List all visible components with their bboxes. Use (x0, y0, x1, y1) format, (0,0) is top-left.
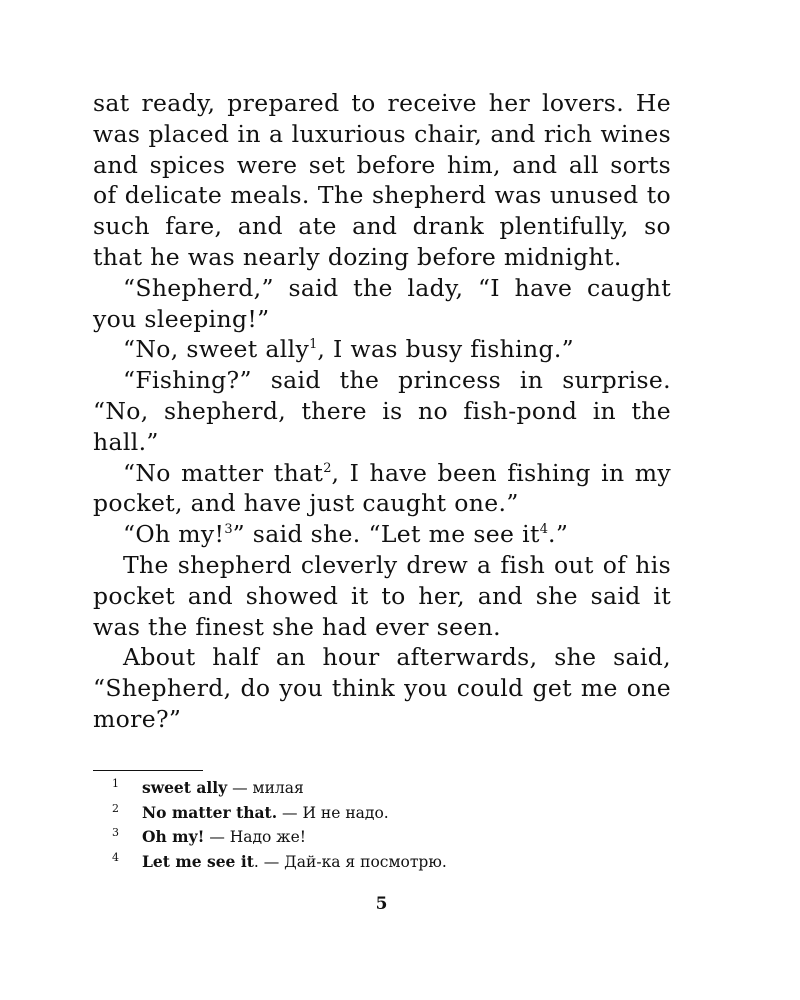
paragraph-text: “No, sweet ally (123, 335, 310, 364)
footnote-translation: — милая (227, 779, 304, 797)
footnote-number: 1 (112, 777, 119, 790)
paragraph-text: “No matter that (123, 458, 324, 487)
footnote-marker: 4 (539, 522, 549, 538)
paragraph (93, 334, 671, 365)
paragraph-text: “Oh my! (123, 520, 225, 549)
footnote (112, 850, 672, 875)
footnote-marker: 2 (323, 460, 332, 476)
paragraph-text: , I have been fishing in my pocket, and have just caught one.” (93, 458, 671, 518)
footnote-translation: — Надо же! (204, 828, 306, 847)
paragraph-text: , I was busy fishing.” (317, 335, 575, 364)
footnote (112, 825, 672, 850)
paragraph: sat ready, prepared to receive her lovers. He was placed in a luxurious chair, and rich wines and spices were set before him, and all sorts of delicate meals. The shepherd was unused to such fare, and ate and drank plentifully, so that he was nearly dozing before midnight. (93, 89, 671, 271)
footnote-term: Let me see it (142, 851, 254, 871)
footnote-divider (93, 770, 203, 771)
footnote-number: 3 (112, 826, 119, 840)
footnote-number: 4 (112, 850, 119, 864)
paragraph (93, 458, 671, 520)
footnote-term: Oh my! (142, 827, 205, 847)
footnote-term: No matter that. (142, 802, 278, 822)
paragraph-text: .” (548, 520, 569, 549)
paragraph (93, 519, 671, 550)
footnote-marker: 3 (224, 522, 233, 538)
footnote-translation: — И не надо. (277, 803, 389, 822)
footnote-marker: 1 (309, 337, 318, 353)
paragraph: “Fishing?” said the princess in surprise. “No, shepherd, there is no fish-pond in the hall.” (93, 366, 671, 456)
paragraph: About half an hour afterwards, she said, “Shepherd, do you think you could get me one more?” (93, 643, 671, 733)
page-number: 5 (375, 894, 388, 914)
paragraph: “Shepherd,” said the lady, “I have caught you sleeping!” (93, 273, 671, 333)
paragraph: The shepherd cleverly drew a fish out of his pocket and showed it to her, and she said it was the finest she had ever seen. (93, 550, 671, 641)
footnote-number: 2 (112, 801, 119, 815)
footnotes (112, 776, 672, 874)
footnote-translation: . — Дай-ка я посмотрю. (253, 852, 447, 871)
body-text (93, 88, 671, 735)
footnote (112, 801, 672, 826)
footnote (112, 776, 672, 801)
paragraph-text: ” said she. “Let me see it (232, 520, 540, 549)
footnote-term: sweet ally (142, 778, 228, 797)
